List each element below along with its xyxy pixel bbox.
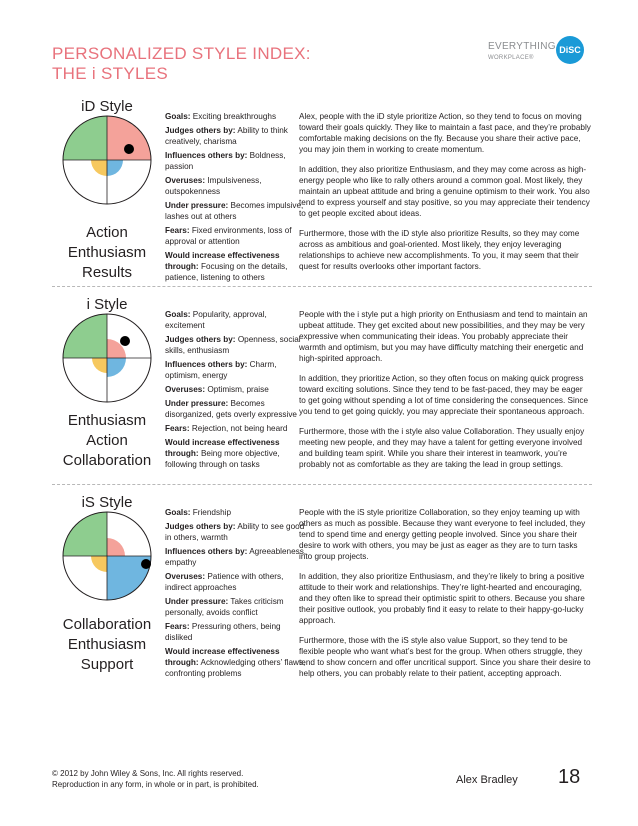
priority-3: Support [80, 656, 134, 673]
priorities [52, 411, 162, 471]
overuses: Overuses: Impulsiveness, outspokenness [165, 176, 262, 196]
under-pressure: Under pressure: Takes criticism personally, avoids conflict [165, 597, 284, 617]
style-name: iD Style [81, 98, 133, 115]
style-name: iS Style [81, 494, 133, 511]
priority-2: Action [86, 432, 128, 449]
paragraph: Alex, people with the iD style prioritize Action, so they tend to focus on moving toward their goals quickly. They like to maintain a fast pace, and they’re probably comfortable making decisions on the fly. Because you share their active pace, you may join them in working to create momentum. [299, 112, 591, 154]
effectiveness: Would increase effectiveness through: Focusing on the details, patience, listening to others [165, 251, 288, 282]
paragraph: Furthermore, those with the iS style also value Support, so they tend to be flexible people who want what’s best for the group. When others struggle, they tend to show concern and offer uncritical support. Since you share their desire to help others, you can probably relate to their patient, accepting approach. [299, 636, 591, 678]
priority-2: Enthusiasm [67, 636, 147, 653]
fears: Fears: Rejection, not being heard [165, 424, 288, 433]
priority-3: Results [81, 264, 133, 281]
style-details [165, 309, 307, 473]
page-number: 18 [558, 766, 581, 788]
section-divider [52, 484, 592, 485]
under-pressure: Under pressure: Becomes impulsive, lashes out at others [165, 201, 304, 221]
logo-text: EVERYTHING [488, 41, 556, 52]
logo-subtext: WORKPLACE® [488, 55, 534, 61]
paragraph: Furthermore, those with the iD style also prioritize Results, so they may come across as ambitious and goal-oriented. Most likely, they enjoy leveraging relationships to achieve new accomplishments. To you, it may seem that their quest for results overlooks other important factors. [299, 229, 580, 271]
section-is-style [52, 493, 592, 683]
goals: Goals: Popularity, approval, excitement [165, 310, 267, 330]
copyright-text: © 2012 by John Wiley & Sons, Inc. All rights reserved. [52, 769, 244, 778]
judges: Judges others by: Openness, social skills, enthusiasm [165, 335, 301, 355]
paragraph: In addition, they also prioritize Enthusiasm, and they’re likely to bring a positive attitude to their work and relationships. They’re light-hearted and encouraging, and they often like to spread their optimistic spirit to others. Because you share their positive outlook, you probably find it easy to relate to their happy-go-lucky approach. [299, 572, 585, 625]
style-description [299, 309, 591, 479]
logo-badge: DiSC [556, 36, 584, 64]
reproduction-text: Reproduction in any form, in whole or in part, is prohibited. [52, 780, 259, 789]
footer-copyright [52, 768, 259, 790]
style-details [165, 111, 307, 286]
priorities [52, 223, 162, 283]
fears: Fears: Pressuring others, being disliked [165, 622, 281, 642]
dial-i-quadrant [63, 512, 107, 556]
title-line-2: THE i STYLES [52, 64, 169, 83]
effectiveness: Would increase effectiveness through: Acknowledging others’ flaws, confronting problems [165, 647, 306, 678]
priority-3: Collaboration [62, 452, 152, 469]
effectiveness: Would increase effectiveness through: Being more objective, following through on tasks [165, 438, 280, 469]
disc-dial-icon [62, 115, 152, 205]
paragraph: In addition, they also prioritize Enthusiasm, and they may come across as high-energy people who like to rally others around a common goal. Most likely, they maintain an upbeat attitude and bring a genuine optimism to their work. You also tend to express yourself and stay positive, so you may appreciate their tendency to get people excited about ideas. [299, 165, 590, 218]
overuses: Overuses: Patience with others, indirect approaches [165, 572, 284, 592]
overuses: Overuses: Optimism, praise [165, 385, 269, 394]
style-description [299, 507, 591, 688]
paragraph: People with the iS style prioritize Collaboration, so they enjoy teaming up with others as much as possible. Because they want everyone to feel included, they tend to spend time and energy getting people involved. Since you share their desire to work with others, you may be just as eager as they are to turn tasks into group projects. [299, 508, 586, 561]
dial-i-quadrant [63, 116, 107, 160]
disc-dial-icon [62, 313, 152, 403]
paragraph: In addition, they prioritize Action, so they often focus on making quick progress toward exciting solutions. Since they tend to be fast-paced, they may be eager to get going without spending a lot of time considering the consequences. Since you tend to get going quickly, you may appreciate their spontaneous approach. [299, 374, 589, 416]
judges: Judges others by: Ability to think creatively, charisma [165, 126, 288, 146]
judges: Judges others by: Ability to see good in others, warmth [165, 522, 305, 542]
everything-disc-logo [488, 36, 588, 76]
style-description [299, 111, 591, 281]
fears: Fears: Fixed environments, loss of approval or attention [165, 226, 292, 246]
title-line-1: PERSONALIZED STYLE INDEX: [52, 44, 311, 63]
influences: Influences others by: Boldness, passion [165, 151, 286, 171]
priority-1: Enthusiasm [67, 412, 147, 429]
goals: Goals: Exciting breakthroughs [165, 112, 277, 121]
section-id-style [52, 97, 592, 282]
under-pressure: Under pressure: Becomes disorganized, gets overly expressive [165, 399, 297, 419]
priority-1: Collaboration [62, 616, 152, 633]
disc-dial-icon [62, 511, 152, 601]
style-name: i Style [86, 296, 128, 313]
section-divider [52, 286, 592, 287]
page-title [52, 44, 311, 84]
influences: Influences others by: Agreeableness, empathy [165, 547, 307, 567]
footer-user-name: Alex Bradley [456, 774, 518, 786]
style-details [165, 507, 307, 682]
paragraph: People with the i style put a high priority on Enthusiasm and tend to maintain an upbeat attitude. They get excited about new possibilities, and they may be very expressive when communicating their ideas. You probably appreciate their warmth and optimism, but you may have difficulty matching their energetic and high-spirited approach. [299, 310, 588, 363]
goals: Goals: Friendship [165, 508, 231, 517]
dial-i-quadrant [63, 314, 107, 358]
paragraph: Furthermore, those with the i style also value Collaboration. They usually enjoy meeting new people, and they may have a talent for getting everyone involved and building team spirit. While you share their interest in teamwork, you’re probably not as comfortable as they are taking the lead in group settings. [299, 427, 585, 469]
priorities [52, 615, 162, 675]
priority-1: Action [86, 224, 128, 241]
priority-2: Enthusiasm [67, 244, 147, 261]
section-i-style [52, 295, 592, 480]
influences: Influences others by: Charm, optimism, energy [165, 360, 277, 380]
